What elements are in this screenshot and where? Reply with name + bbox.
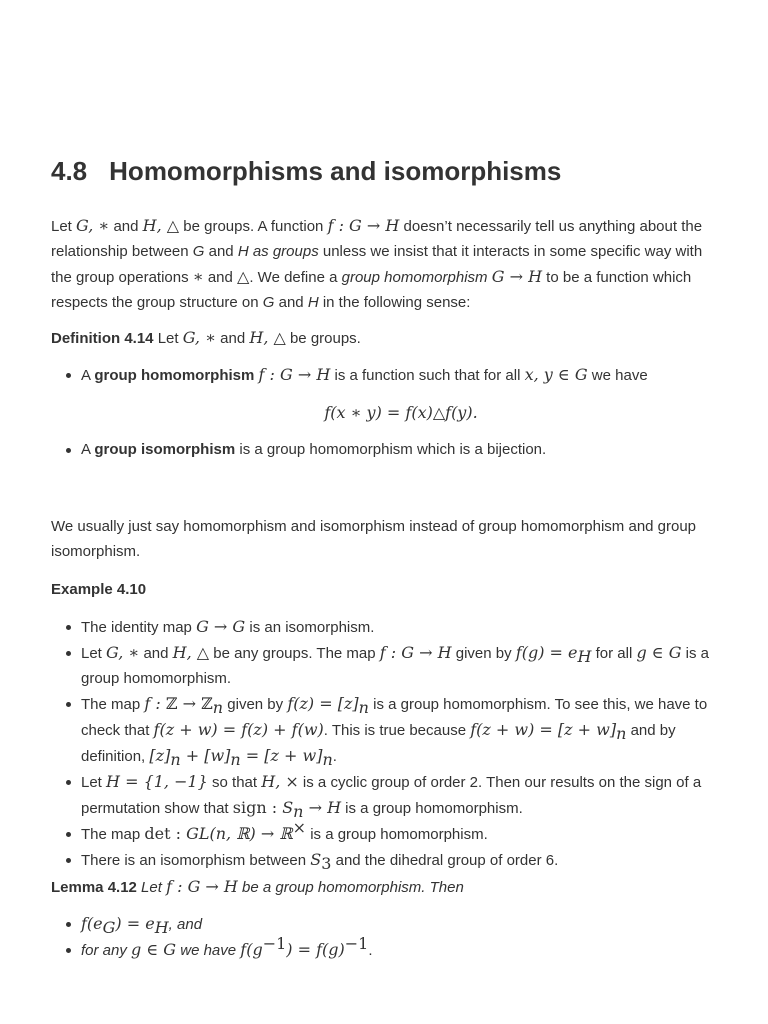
math: g ∈ G [131,940,177,959]
list-item: There is an isomorphism between $S_3$ and the dihedral group of order 6. [51,847,721,873]
math: H, △ [142,216,180,235]
math: g ∈ G [636,643,682,662]
example-list [51,614,721,873]
math: f(z + w) = f(z) + f(w) [153,720,324,739]
math: G → G [196,617,246,636]
math: ∗ [192,267,204,286]
math: H, × [261,772,299,791]
math: f : [144,694,166,713]
math: x, y ∈ G [524,365,588,384]
lemma-lead: Lemma 4.12 Let f : G → H be a group homomorphism. Then [51,877,464,896]
example-label: Example 4.10 [51,581,147,598]
math: f(g) = e [515,643,578,662]
list-item: Let H = {1, −1} so that H, × is a cyclic group of order 2. Then our results on the sign of a permutation show that sign : $S_n \to H$ is a group homomorphism. [51,769,721,821]
math: G → H [491,267,543,286]
emphasis: as groups [252,243,319,260]
math: H, △ [172,643,210,662]
definition-list [51,362,721,462]
math: f(e [81,914,103,933]
math: H, △ [249,328,286,347]
math: H = {1, −1} [106,772,208,791]
math: [z] [149,746,171,765]
math: G, ∗ [182,328,216,347]
math: f : G → H [379,643,452,662]
math: det [144,824,171,843]
list-item: The map det : GL(n, ℝ) → ℝ× is a group homomorphism. [51,821,721,847]
list-item: A group homomorphism f : G → H is a function such that for all x, y ∈ G we have f(x ∗ y) = f(x)△f(y). [51,362,721,425]
math: f : G → H [258,365,331,384]
emphasis: group homomorphism [341,269,488,286]
math: GL(n, ℝ) → ℝ [186,824,293,843]
definition-label: Definition 4.14 [51,330,154,347]
math: sign [232,798,267,817]
math: f(z) = [z] [287,694,359,713]
math: ℤ → ℤ [165,694,213,713]
intro-paragraph: Let G, ∗ and H, △ be groups. A function f : G → H doesn’t necessarily tell us anything about the relationship between G and H as groups unless we insist that it interacts in some specific way with the group operations ∗ and △. We define a group homomorphism G → H to be a function which respects the group structure on G and H in the following sense: [51,216,703,311]
list-item: The map f : ℤ → ℤ$_n$ given by $f(z) = [z]_n$ is a group homomorphism. To see this, we have to check that f(z + w) = f(z) + f(w). This is true because $f(z + w) = [z + w]_n$ and by definition, $[z]_n + [w]_n = [z + w]_n$. [51,691,721,769]
list-item: $f(e_G) = e_H$, and [51,911,721,937]
list-item: A group isomorphism is a group homomorphism which is a bijection. [51,437,721,462]
math: △ [237,267,250,286]
math: f : G → H [327,216,400,235]
lemma-label: Lemma 4.12 [51,879,137,896]
list-item: for any g ∈ G we have $f(g^{-1}) = f(g)^{-1}$. [51,937,721,963]
section-number: 4.8 [51,156,88,186]
section-title: Homomorphisms and isomorphisms [109,156,562,186]
math: f(z + w) = [z + w] [470,720,617,739]
remark-paragraph: We usually just say homomorphism and isomorphism instead of group homomorphism and group isomorphism. [51,518,697,560]
math: G, ∗ [76,216,110,235]
math: S [310,850,322,869]
math: G, ∗ [106,643,140,662]
section-heading [51,154,561,188]
math: f(g [240,940,263,959]
list-item: Let G, ∗ and H, △ be any groups. The map f : G → H given by $f(g) = e_H$ for all g ∈ G is a group homomorphism. [51,640,721,691]
display-equation: f(x ∗ y) = f(x)△f(y). [324,403,478,422]
definition-lead: Definition 4.14 Let G, ∗ and H, △ be groups. [51,328,361,347]
lemma-list [51,911,721,963]
math: f : G → H [166,877,238,896]
list-item: The identity map G → G is an isomorphism. [51,614,721,640]
